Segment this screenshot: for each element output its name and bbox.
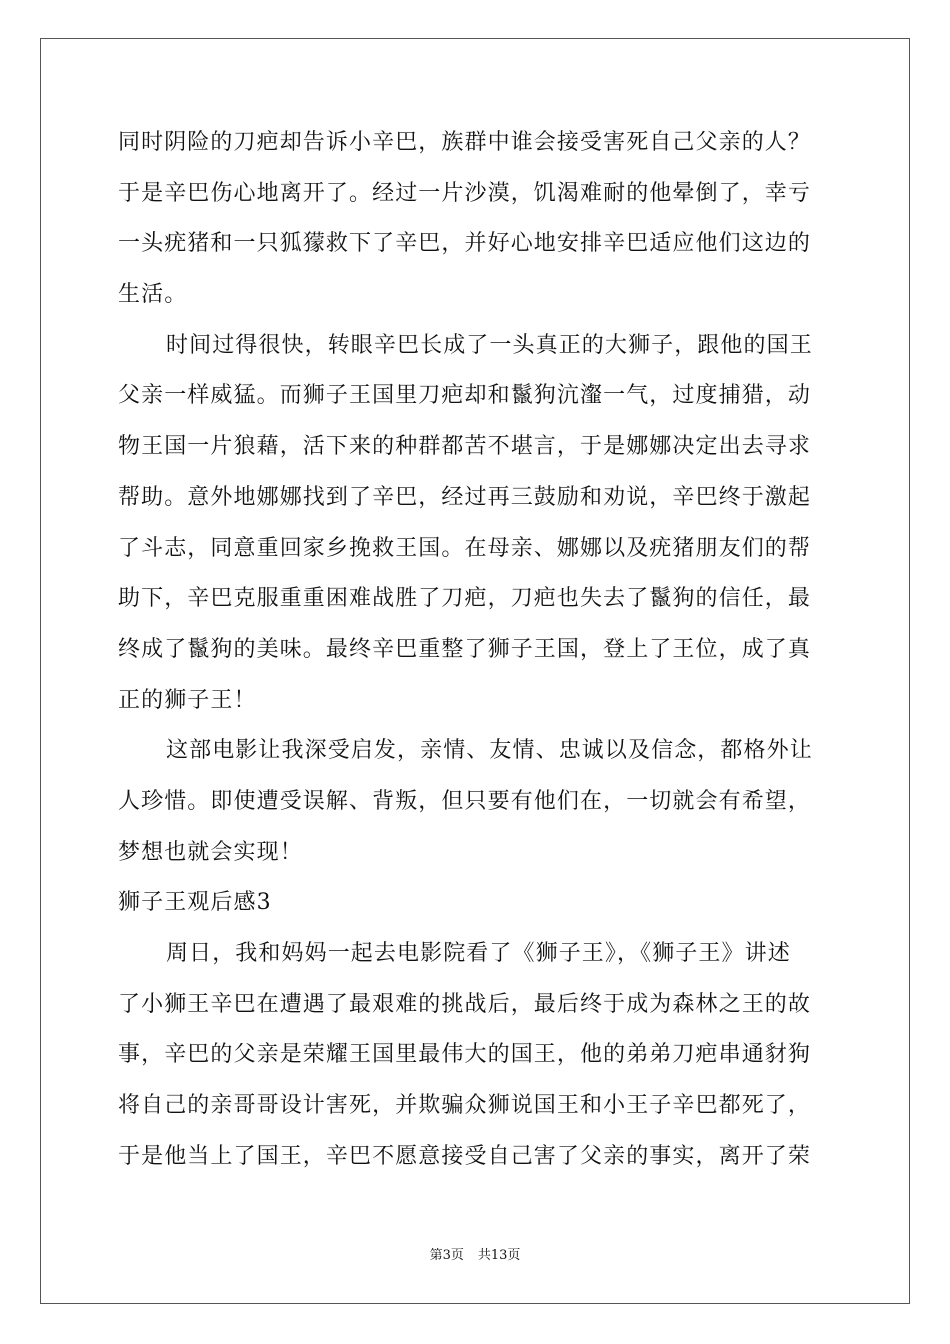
text-line: 于是辛巴伤心地离开了。经过一片沙漠，饥渴难耐的他晕倒了，幸亏 [118,180,812,206]
text-line: 梦想也就会实现！ [118,839,303,865]
total-pages-label: 共13页 [477,1248,521,1263]
current-page-label: 第3页 [429,1248,464,1263]
text-line: 物王国一片狼藉，活下来的种群都苦不堪言，于是娜娜决定出去寻求 [118,434,812,460]
text-line: 一头疣猪和一只狐獴救下了辛巴，并好心地安排辛巴适应他们这边的 [118,231,812,257]
page-footer [0,1247,950,1265]
paragraph-first-line: 时间过得很快，转眼辛巴长成了一头真正的大狮子，跟他的国王 [166,332,813,358]
text-line: 父亲一样威猛。而狮子王国里刀疤却和鬣狗沆瀣一气，过度捕猎，动 [118,383,812,409]
paragraph-first-line: 周日，我和妈妈一起去电影院看了《狮子王》，《狮子王》讲述 [166,941,791,966]
text-line: 人珍惜。即使遭受误解、背叛，但只要有他们在，一切就会有希望， [118,788,812,814]
text-line: 了斗志，同意重回家乡挽救王国。在母亲、娜娜以及疣猪朋友们的帮 [118,535,812,561]
paragraph-first-line: 这部电影让我深受启发，亲情、友情、忠诚以及信念，都格外让 [166,738,813,764]
text-line: 助下，辛巴克服重重困难战胜了刀疤，刀疤也失去了鬣狗的信任，最 [118,586,812,612]
text-line: 帮助。意外地娜娜找到了辛巴，经过再三鼓励和劝说，辛巴终于激起 [118,484,812,510]
text-line: 于是他当上了国王，辛巴不愿意接受自己害了父亲的事实，离开了荣 [118,1143,812,1169]
text-line: 事，辛巴的父亲是荣耀王国里最伟大的国王，他的弟弟刀疤串通豺狗 [118,1042,812,1068]
text-line: 狮子王观后感3 [118,890,272,916]
text-line: 了小狮王辛巴在遭遇了最艰难的挑战后，最后终于成为森林之王的故 [118,991,812,1017]
text-line: 正的狮子王！ [118,687,257,713]
text-line: 将自己的亲哥哥设计害死，并欺骗众狮说国王和小王子辛巴都死了， [118,1093,812,1119]
text-line: 同时阴险的刀疤却告诉小辛巴，族群中谁会接受害死自己父亲的人？ [118,130,812,155]
text-line: 生活。 [118,282,188,308]
text-line: 终成了鬣狗的美味。最终辛巴重整了狮子王国，登上了王位，成了真 [118,636,812,662]
document-body [118,125,836,1189]
